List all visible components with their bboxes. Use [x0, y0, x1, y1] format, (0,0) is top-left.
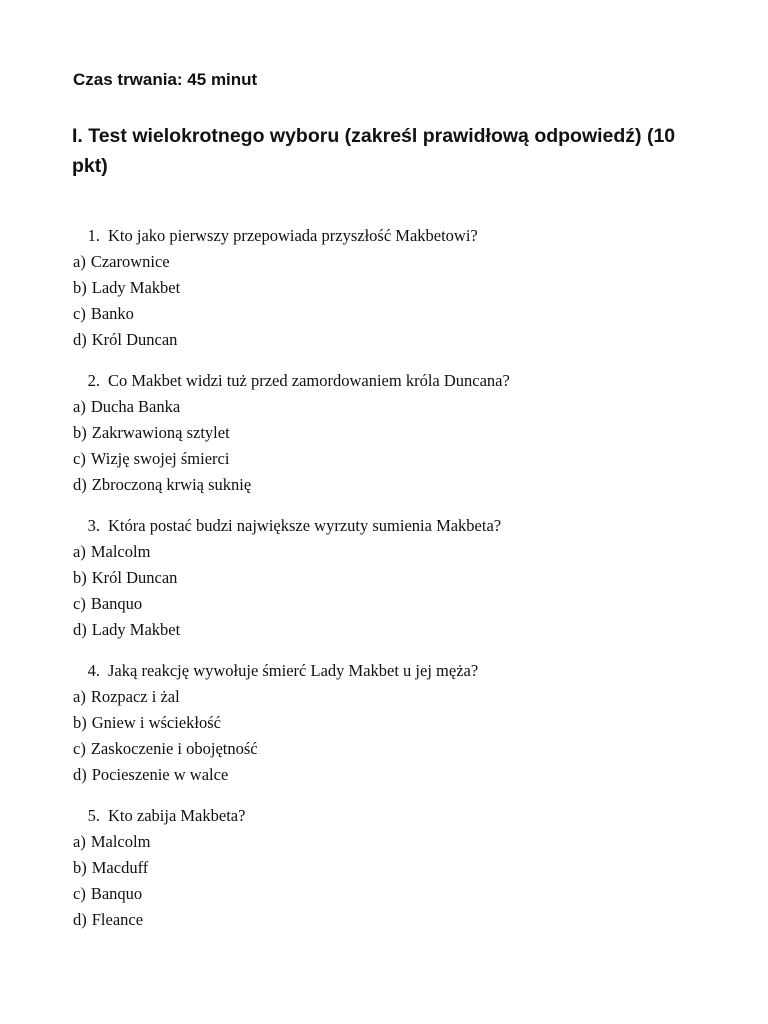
- option-text: Ducha Banka: [90, 397, 181, 416]
- option-key: a): [73, 832, 86, 851]
- question-number: 5.: [87, 806, 100, 825]
- answer-option-c[interactable]: [73, 446, 713, 472]
- option-key: b): [73, 278, 87, 297]
- option-key: a): [73, 687, 86, 706]
- answer-option-b[interactable]: [73, 275, 713, 301]
- answer-option-b[interactable]: [73, 855, 713, 881]
- question-text: Kto zabija Makbeta?: [108, 806, 246, 825]
- question-3: [73, 513, 713, 643]
- option-key: c): [73, 739, 86, 758]
- question-line: [73, 803, 713, 829]
- question-number: 3.: [87, 516, 100, 535]
- answer-option-c[interactable]: [73, 881, 713, 907]
- question-text: Kto jako pierwszy przepowiada przyszłość Makbetowi?: [108, 226, 478, 245]
- answer-option-d[interactable]: [73, 617, 713, 643]
- answer-option-b[interactable]: [73, 420, 713, 446]
- question-line: [73, 223, 713, 249]
- option-key: d): [73, 910, 87, 929]
- option-text: Rozpacz i żal: [90, 687, 180, 706]
- question-text: Która postać budzi największe wyrzuty sumienia Makbeta?: [108, 516, 502, 535]
- answer-option-d[interactable]: [73, 327, 713, 353]
- answer-option-a[interactable]: [73, 539, 713, 565]
- option-key: c): [73, 594, 86, 613]
- option-text: Malcolm: [90, 832, 151, 851]
- question-number: 1.: [87, 226, 100, 245]
- answer-option-d[interactable]: [73, 472, 713, 498]
- option-text: Wizję swojej śmierci: [90, 449, 230, 468]
- option-key: b): [73, 568, 87, 587]
- test-duration: Czas trwania: 45 minut: [73, 70, 258, 89]
- option-key: d): [73, 765, 87, 784]
- option-key: d): [73, 475, 87, 494]
- option-key: c): [73, 449, 86, 468]
- option-text: Macduff: [91, 858, 149, 877]
- question-2: [73, 368, 713, 498]
- answer-option-a[interactable]: [73, 394, 713, 420]
- question-line: [73, 658, 713, 684]
- option-text: Czarownice: [90, 252, 170, 271]
- option-text: Król Duncan: [91, 568, 178, 587]
- option-text: Zbroczoną krwią suknię: [91, 475, 252, 494]
- option-text: Król Duncan: [91, 330, 178, 349]
- answer-option-c[interactable]: [73, 736, 713, 762]
- question-list: [73, 223, 713, 948]
- option-text: Pocieszenie w walce: [91, 765, 229, 784]
- answer-option-b[interactable]: [73, 710, 713, 736]
- question-line: [73, 368, 713, 394]
- question-text: Jaką reakcję wywołuje śmierć Lady Makbet u jej męża?: [108, 661, 479, 680]
- answer-option-c[interactable]: [73, 591, 713, 617]
- option-text: Banko: [90, 304, 134, 323]
- option-text: Zaskoczenie i obojętność: [90, 739, 258, 758]
- option-text: Lady Makbet: [91, 278, 181, 297]
- section-title: I. Test wielokrotnego wyboru (zakreśl prawidłową odpowiedź) (10 pkt): [72, 125, 676, 177]
- question-number: 4.: [87, 661, 100, 680]
- option-text: Banquo: [90, 594, 143, 613]
- answer-option-d[interactable]: [73, 762, 713, 788]
- option-key: b): [73, 713, 87, 732]
- answer-option-b[interactable]: [73, 565, 713, 591]
- answer-option-d[interactable]: [73, 907, 713, 933]
- option-key: b): [73, 423, 87, 442]
- question-5: [73, 803, 713, 933]
- option-key: c): [73, 304, 86, 323]
- question-number: 2.: [87, 371, 100, 390]
- question-text: Co Makbet widzi tuż przed zamordowaniem króla Duncana?: [108, 371, 510, 390]
- answer-option-c[interactable]: [73, 301, 713, 327]
- answer-option-a[interactable]: [73, 249, 713, 275]
- option-key: a): [73, 397, 86, 416]
- option-text: Fleance: [91, 910, 144, 929]
- option-key: d): [73, 330, 87, 349]
- option-text: Gniew i wściekłość: [91, 713, 221, 732]
- option-text: Banquo: [90, 884, 143, 903]
- answer-option-a[interactable]: [73, 829, 713, 855]
- option-text: Lady Makbet: [91, 620, 181, 639]
- option-key: b): [73, 858, 87, 877]
- option-text: Malcolm: [90, 542, 151, 561]
- option-key: a): [73, 542, 86, 561]
- question-line: [73, 513, 713, 539]
- option-key: d): [73, 620, 87, 639]
- option-key: c): [73, 884, 86, 903]
- question-4: [73, 658, 713, 788]
- answer-option-a[interactable]: [73, 684, 713, 710]
- option-key: a): [73, 252, 86, 271]
- question-1: [73, 223, 713, 353]
- option-text: Zakrwawioną sztylet: [91, 423, 230, 442]
